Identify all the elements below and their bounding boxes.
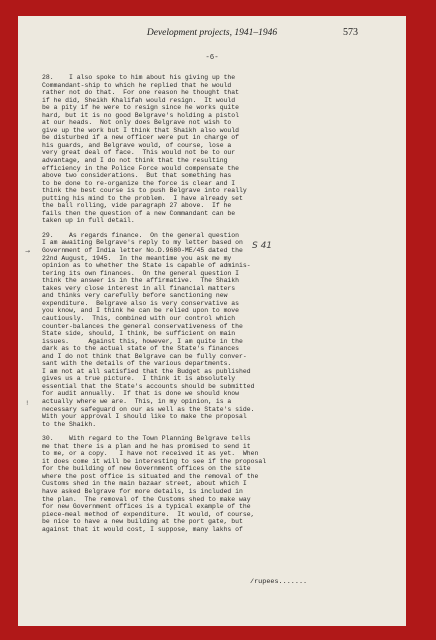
text-line: takes very close interest in all financial matters — [42, 284, 236, 292]
text-line: be a pity if he were to resign since he works quite — [42, 104, 240, 112]
text-line: me that there is a plan and he has promised to send it — [42, 442, 251, 450]
text-line: the plan. The removal of the Customs shed to make way — [42, 495, 251, 503]
text-line: issues. Against this, however, I am quite in the — [42, 337, 243, 345]
text-line: for new Government offices is a typical example of the — [42, 503, 251, 511]
text-line: 30. With regard to the Town Planning Belgrave tells — [42, 435, 251, 443]
text-line: I am not at all satisfied that the Budget as published — [42, 367, 251, 375]
text-line: his guards, and Belgrave would, of course, lose a — [42, 141, 232, 149]
text-line: gives us a true picture. I think it is absolutely — [42, 375, 236, 383]
text-line: fails then the question of a new Commandant can be — [42, 209, 236, 217]
page-marker: -6- — [205, 54, 219, 62]
text-line: dark as to the actual state of the State's finances — [42, 345, 240, 353]
text-line: have asked Belgrave for more details, is included in — [42, 487, 243, 495]
text-line: it does come it will be interesting to see if the proposal — [42, 457, 267, 465]
text-line: and I do not think that Belgrave can be fully conver- — [42, 352, 247, 360]
handwritten-note: S 41 — [252, 241, 273, 251]
paragraph-gap — [42, 428, 342, 435]
text-line: the ball rolling, vide paragraph 27 above. If he — [42, 202, 232, 210]
margin-arrow-mark: → — [25, 248, 31, 255]
letter-body — [42, 74, 342, 533]
text-line: think the best course is to push Belgrave into really — [42, 187, 247, 195]
text-line: taken up in full detail. — [42, 217, 135, 225]
text-line: advantage, and I do not think that the resulting — [42, 157, 228, 165]
text-line: and thinks very carefully before sanctioning new — [42, 292, 228, 300]
text-line: very great deal of face. This would not be to our — [42, 149, 236, 157]
text-line: Government of India letter No.D.9680-ME/45 dated the — [42, 247, 243, 255]
text-line: where the post office is situated and the removal of the — [42, 472, 259, 480]
document-page — [18, 16, 406, 626]
margin-exclamation-mark: ! — [26, 400, 29, 407]
text-line: think the answer is in the affirmative. The Shaikh — [42, 277, 240, 285]
text-line: for the building of new Government offices on the site — [42, 465, 251, 473]
text-line: above two considerations. But that something has — [42, 172, 232, 180]
text-line: Customs shed in the main bazaar street, about which I — [42, 480, 247, 488]
text-line: to me, or a copy. I have not received it as yet. When — [42, 450, 259, 458]
running-title: Development projects, 1941–1946 — [146, 28, 278, 38]
text-line: for audit annually. If that is done we should know — [42, 390, 240, 398]
text-line: counter-balances the general conservativeness of the — [42, 322, 243, 330]
text-line: to the Shaikh. — [42, 420, 97, 428]
text-line: State side, should, I think, be sufficient on main — [42, 330, 236, 338]
text-line: against that it would cost, I suppose, many lakhs of — [42, 525, 243, 533]
text-line: you know, and I think he can be relied upon to move — [42, 307, 240, 315]
page-number: 573 — [343, 27, 358, 38]
text-line: efficiency in the Police Force would compensate the — [42, 164, 240, 172]
text-line: opinion as to whether the State is capable of adminis- — [42, 262, 251, 270]
text-line: be disturbed if a new officer were put in charge of — [42, 134, 240, 142]
text-line: hard, but it is no good Belgrave's holding a pistol — [42, 111, 240, 119]
text-line: to be done to re-organize the force is clear and I — [42, 179, 236, 187]
text-line: be nice to have a new building at the port gate, but — [42, 518, 243, 526]
text-line: rather not do that. For one reason he thought that — [42, 89, 240, 97]
text-line: expenditure. Belgrave also is very conservative as — [42, 299, 240, 307]
text-line: 22nd August, 1945. In the meantime you ask me my — [42, 254, 232, 262]
text-line: essential that the State's accounts should be submitted — [42, 382, 255, 390]
text-line: necessary safeguard on our as well as the State's side. — [42, 405, 255, 413]
text-line: With your approval I should like to make the proposal — [42, 413, 247, 421]
text-line: 28. I also spoke to him about his giving up the — [42, 74, 236, 81]
text-line: cautiously. This, combined with our control which — [42, 314, 236, 322]
text-line: I am awaiting Belgrave's reply to my letter based on — [42, 239, 243, 247]
continuation-catchword: /rupees....... — [250, 578, 308, 586]
text-line: putting his mind to the problem. I have already set — [42, 194, 243, 202]
text-line: if he did, Sheikh Khalifah would resign. It would — [42, 96, 236, 104]
text-line: at our heads. Not only does Belgrave not wish to — [42, 119, 232, 127]
text-line: 29. As regards finance. On the general question — [42, 231, 240, 239]
text-line: piece-meal method of expenditure. It would, of course, — [42, 510, 255, 518]
text-line: tering its own finances. On the general question I — [42, 269, 240, 277]
paragraph-gap — [42, 225, 342, 232]
text-line: give up the work but I think that Shaikh also would — [42, 126, 240, 134]
text-line: Commandant-ship to which he replied that he would — [42, 81, 232, 89]
text-line: sant with the details of the various departments. — [42, 360, 232, 368]
text-line: actually where we are. This, in my opinion, is a — [42, 397, 232, 405]
